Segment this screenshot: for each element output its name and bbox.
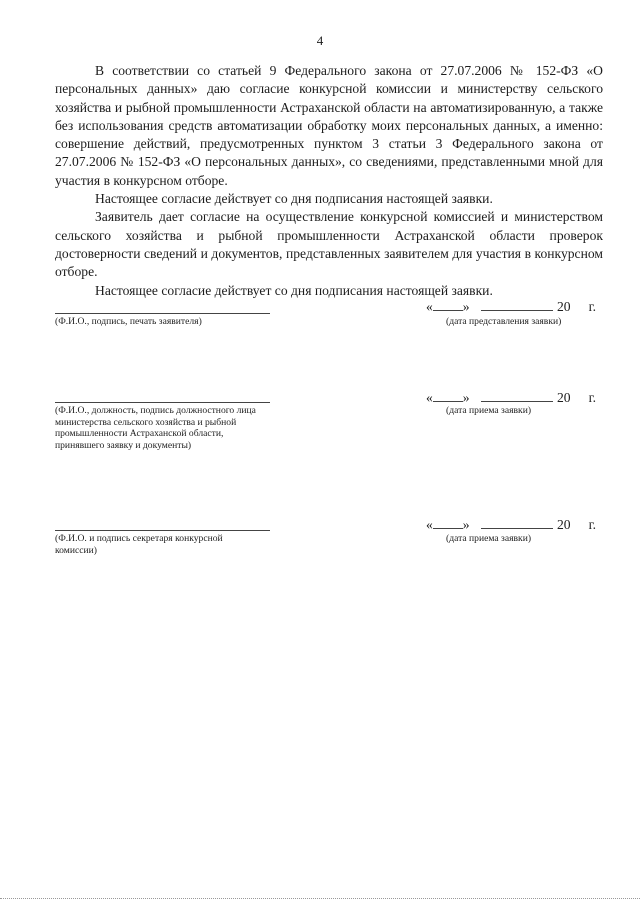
year-label: 20 <box>557 517 571 532</box>
secretary-signature-caption: (Ф.И.О. и подпись секретаря конкурсной комиссии) <box>55 533 223 556</box>
year-suffix: г. <box>588 299 597 314</box>
acceptance-date-caption: (дата приема заявки) <box>446 405 532 416</box>
submission-date-field <box>426 298 596 315</box>
consent-text <box>55 62 603 300</box>
secretary-date-caption: (дата приема заявки) <box>446 533 532 544</box>
date-close-quote: » <box>462 299 470 314</box>
scan-bottom-edge <box>0 898 640 899</box>
year-label: 20 <box>557 390 571 405</box>
date-open-quote: « <box>426 517 433 532</box>
secretary-signature-line <box>55 530 270 531</box>
paragraph-consent-verification: Заявитель дает согласие на осуществление конкурсной комиссией и министерством сельского хозяйства и рыбной промышленности Астраханской области проверок достоверности сведений и документов, представленных заявителем для участия в конкурсном отборе. <box>55 209 603 280</box>
day-blank <box>433 389 463 402</box>
official-signature-caption: (Ф.И.О., должность, подпись должностного лица министерства сельского хозяйства и рыбной промышленности Астраханской области, принявшего заявку и документы) <box>55 405 256 451</box>
secretary-date-field <box>426 516 596 533</box>
official-signature-line <box>55 402 270 403</box>
date-open-quote: « <box>426 390 433 405</box>
page-number: 4 <box>316 33 324 48</box>
month-blank <box>481 516 553 529</box>
applicant-signature-caption: (Ф.И.О., подпись, печать заявителя) <box>55 316 202 327</box>
day-blank <box>433 298 463 311</box>
acceptance-date-field <box>426 389 596 406</box>
year-suffix: г. <box>588 517 597 532</box>
month-blank <box>481 298 553 311</box>
paragraph-validity-1: Настоящее согласие действует со дня подписания настоящей заявки. <box>95 191 493 207</box>
paragraph-consent-personal-data: В соответствии со статьей 9 Федерального закона от 27.07.2006 № 152-ФЗ «О персональных данных» даю согласие конкурсной комиссии и министерству сельского хозяйства и рыбной промышленности Астраханской области на автоматизированную, а также без использования средств автоматизации обработку моих персональных данных, а именно: совершение действий, предусмотренных пунктом 3 статьи 3 Федерального закона от 27.07.2006 № 152-ФЗ «О персональных данных», со сведениями, представленными мной для участия в конкурсном отборе. <box>55 63 603 188</box>
year-label: 20 <box>557 299 571 314</box>
year-suffix: г. <box>588 390 597 405</box>
submission-date-caption: (дата представления заявки) <box>446 316 562 327</box>
date-close-quote: » <box>462 517 470 532</box>
date-open-quote: « <box>426 299 433 314</box>
month-blank <box>481 389 553 402</box>
date-close-quote: » <box>462 390 470 405</box>
applicant-signature-line <box>55 313 270 314</box>
paragraph-validity-2: Настоящее согласие действует со дня подписания настоящей заявки. <box>95 282 493 298</box>
day-blank <box>433 516 463 529</box>
